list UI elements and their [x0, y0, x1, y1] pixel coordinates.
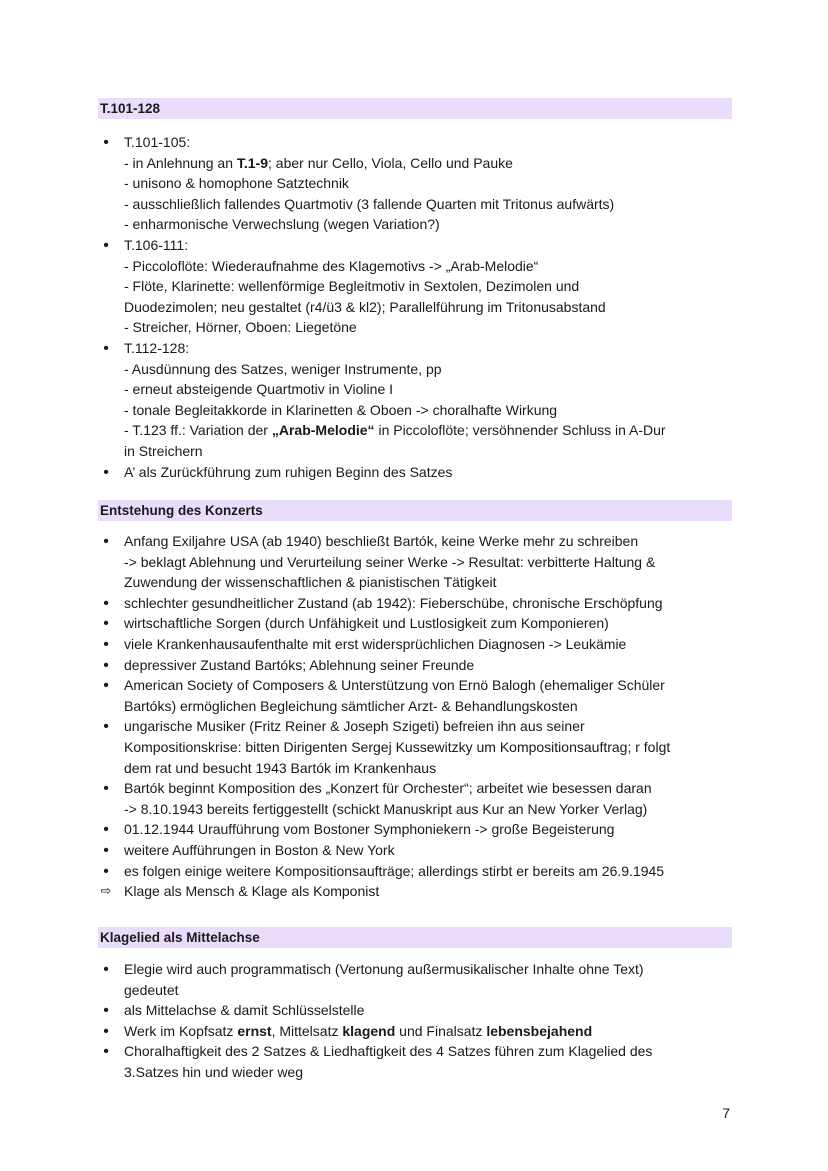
bullet-icon [99, 716, 113, 738]
list-item: • Anfang Exiljahre USA (ab 1940) beschließt Bartók, keine Werke mehr zu schreiben -> beklagt Ablehnung und Verurteilung seiner Werke -> Resultat: verbitterte Haltung & Zuwendung der wissenschaftlichen & pianistischen Tätigkeit [98, 531, 738, 593]
list-item: • viele Krankenhausaufenthalte mit erst widersprüchlichen Diagnosen -> Leukämie [98, 634, 738, 655]
list-item: • American Society of Composers & Unterstützung von Ernö Balogh (ehemaliger Schüler Bartóks) ermöglichen Begleichung sämtlicher Arzt- & Behandlungskosten [98, 675, 738, 716]
bullet-icon [99, 819, 113, 841]
section-klagelied [98, 927, 732, 1080]
bullet-icon [99, 840, 113, 862]
bullet-icon [99, 462, 113, 484]
list-item: • 01.12.1944 Uraufführung vom Bostoner Symphoniekern -> große Begeisterung [98, 819, 738, 840]
bullet-icon [99, 959, 113, 981]
section-heading: T.101-128 [98, 98, 732, 119]
bullet-icon [99, 1021, 113, 1043]
section-entstehung [98, 500, 732, 900]
list-item: • weitere Aufführungen in Boston & New York [98, 840, 738, 861]
bullet-icon [99, 235, 113, 257]
list-item: • Elegie wird auch programmatisch (Vertonung außermusikalischer Inhalte ohne Text) gedeutet [98, 959, 738, 1000]
list-item: • Werk im Kopfsatz ernst, Mittelsatz klagend und Finalsatz lebensbejahend [98, 1021, 738, 1042]
section-heading: Klagelied als Mittelachse [98, 927, 732, 948]
bullet-list [98, 531, 738, 902]
bullet-icon [99, 675, 113, 697]
list-item: • Bartók beginnt Komposition des „Konzert für Orchester“; arbeitet wie besessen daran -> 8.10.1943 bereits fertiggestellt (schickt Manuskript aus Kur an New Yorker Verlag) [98, 778, 738, 819]
list-item: • T.101-105: - in Anlehnung an T.1-9; aber nur Cello, Viola, Cello und Pauke - unisono & homophone Satztechnik - ausschließlich fallendes Quartmotiv (3 fallende Quarten mit Tritonus aufwärts) - enharmonische Verwechslung (wegen Variation?) [98, 132, 738, 235]
bullet-icon [99, 132, 113, 154]
list-item: • ungarische Musiker (Fritz Reiner & Joseph Szigeti) befreien ihn aus seiner Kompositionskrise: bitten Dirigenten Sergej Kussewitzky um Kompositionsauftrag; r folgt dem rat und besucht 1943 Bartók im Krankenhaus [98, 716, 738, 778]
list-item: • depressiver Zustand Bartóks; Ablehnung seiner Freunde [98, 655, 738, 676]
section-t101-128 [98, 98, 732, 480]
bullet-icon [99, 1041, 113, 1063]
bullet-list [98, 959, 738, 1083]
bullet-icon [99, 778, 113, 800]
list-item: • es folgen einige weitere Kompositionsaufträge; allerdings stirbt er bereits am 26.9.1945 [98, 861, 738, 882]
bullet-icon [99, 593, 113, 615]
list-item: • schlechter gesundheitlicher Zustand (ab 1942): Fieberschübe, chronische Erschöpfung [98, 593, 738, 614]
bullet-icon [99, 613, 113, 635]
bullet-icon [99, 338, 113, 360]
list-item: • A’ als Zurückführung zum ruhigen Beginn des Satzes [98, 462, 738, 483]
bullet-icon [99, 861, 113, 883]
list-item: • Choralhaftigkeit des 2 Satzes & Liedhaftigkeit des 4 Satzes führen zum Klagelied des 3.Satzes hin und wieder weg [98, 1041, 738, 1082]
bullet-list [98, 132, 738, 482]
list-item: • wirtschaftliche Sorgen (durch Unfähigkeit und Lustlosigkeit zum Komponieren) [98, 613, 738, 634]
bullet-icon [99, 634, 113, 656]
bullet-icon [99, 531, 113, 553]
page-number: 7 [722, 1105, 730, 1121]
arrow-right-icon: ⇨ [100, 883, 112, 899]
list-item: ⇨ Klage als Mensch & Klage als Komponist [98, 881, 738, 902]
bullet-icon [99, 655, 113, 677]
list-item: • T.106-111: - Piccoloflöte: Wiederaufnahme des Klagemotivs -> „Arab-Melodie“ - Flöte, Klarinette: wellenförmige Begleitmotiv in Sextolen, Dezimolen und Duodezimolen; neu gestaltet (r4/ü3 & kl2); Parallelführung im Tritonusabstand - Streicher, Hörner, Oboen: Liegetöne [98, 235, 738, 338]
bullet-icon [99, 1000, 113, 1022]
section-heading: Entstehung des Konzerts [98, 500, 732, 521]
list-item: • als Mittelachse & damit Schlüsselstelle [98, 1000, 738, 1021]
list-item: • T.112-128: - Ausdünnung des Satzes, weniger Instrumente, pp - erneut absteigende Quartmotiv in Violine I - tonale Begleitakkorde in Klarinetten & Oboen -> choralhafte Wirkung - T.123 ff.: Variation der „Arab-Melodie“ in Piccoloflöte; versöhnender Schluss in A-Dur in Streichern [98, 338, 738, 462]
